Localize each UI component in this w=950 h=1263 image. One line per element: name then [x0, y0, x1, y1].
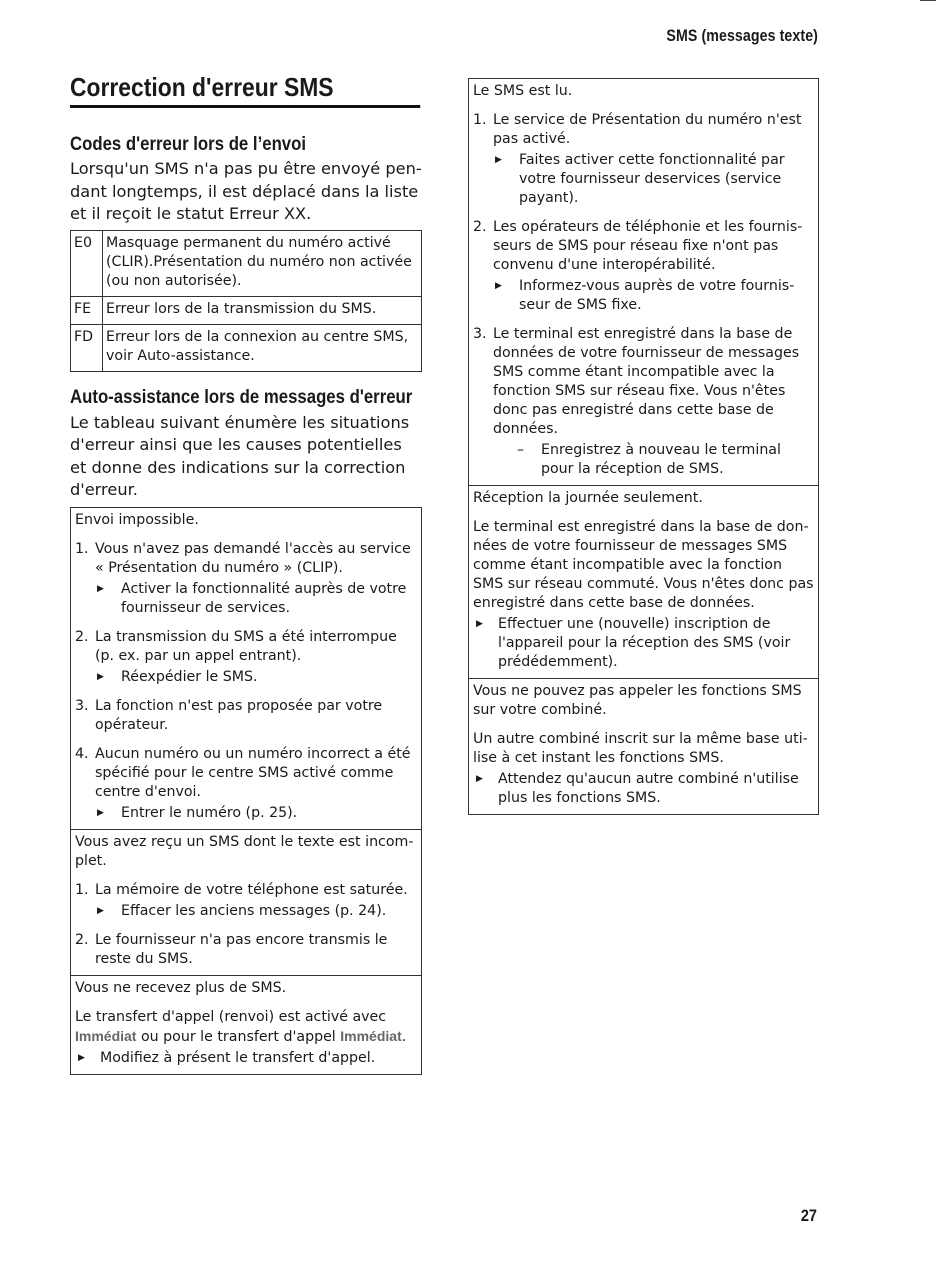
- error-description: Erreur lors de la transmission du SMS.: [103, 296, 422, 324]
- situation-title: Le SMS est lu.: [473, 83, 573, 99]
- trouble-cell: [469, 79, 818, 485]
- list-item: 1. Le service de Présentation du numéro n'est pas activé. ▶ Faites activer cette fonctionnalité par votre fournisseur deservices (service payant).: [473, 111, 815, 208]
- error-description: Masquage permanent du numéro activé (CLIR).Présentation du numéro non activée (ou non autorisée).: [103, 230, 422, 296]
- step-arrow-icon: ▶: [495, 281, 502, 291]
- list-item: 4. Aucun numéro ou un numéro incorrect a été spécifié pour le centre SMS activé comme centre d'envoi. ▶ Entrer le numéro (p. 25).: [75, 745, 418, 823]
- corner-rule: [920, 0, 936, 1]
- trouble-cell: [469, 485, 818, 678]
- send-codes-heading: Codes d'erreur lors de l’envoi: [70, 133, 307, 155]
- trouble-cell: [71, 975, 421, 1074]
- list-item: 2. Les opérateurs de téléphonie et les fournis-seurs de SMS pour réseau fixe n'ont pas convenu d'une interopérabilité. ▶ Informez-vous auprès de votre fournis-seur de SMS fixe.: [473, 218, 815, 315]
- error-code: FE: [71, 296, 103, 324]
- table-row: [71, 296, 422, 324]
- left-column: [70, 72, 422, 1075]
- list-item: 1. Vous n'avez pas demandé l'accès au service « Présentation du numéro » (CLIP). ▶ Activer la fonctionnalité auprès de votre fournisseur de services.: [75, 540, 418, 618]
- situation-cause: Le terminal est enregistré dans la base de don-nées de votre fournisseur de messages SMS comme étant incompatible avec la fonction SMS sur réseau commuté. Vous n'êtes donc pas enregistré dans cette base de données.: [473, 519, 814, 611]
- step: ▶ Effectuer une (nouvelle) inscription de l'appareil pour la réception des SMS (voir prédédemment).: [473, 615, 815, 672]
- trouble-cell: [71, 508, 421, 829]
- list-item: 1. La mémoire de votre téléphone est saturée. ▶ Effacer les anciens messages (p. 24).: [75, 881, 418, 921]
- troubleshooting-table-right: [468, 78, 819, 815]
- step-arrow-icon: ▶: [97, 807, 104, 818]
- trouble-cell: [71, 829, 421, 975]
- situation-title: Vous ne pouvez pas appeler les fonctions SMS sur votre combiné.: [473, 683, 802, 718]
- error-code: FD: [71, 324, 103, 371]
- step-arrow-icon: ▶: [476, 619, 483, 629]
- error-description: Erreur lors de la connexion au centre SMS, voir Auto-assistance.: [103, 324, 422, 371]
- list-item: 2. Le fournisseur n'a pas encore transmis le reste du SMS.: [75, 931, 388, 967]
- page-title: Correction d'erreur SMS: [70, 72, 420, 108]
- step: ▶ Modifiez à présent le transfert d'appel.: [75, 1049, 418, 1068]
- page-number: 27: [800, 1207, 817, 1225]
- situation-cause: Le transfert d'appel (renvoi) est activé avec Immédiat ou pour le transfert d'appel Immédiat.: [75, 1008, 407, 1045]
- step-arrow-icon: ▶: [495, 155, 502, 165]
- step: ▶ Réexpédier le SMS.: [97, 668, 258, 685]
- step-arrow-icon: ▶: [97, 671, 104, 682]
- situation-title: Envoi impossible.: [75, 511, 199, 528]
- menu-option-immediat: Immédiat: [75, 1027, 137, 1044]
- list-item: 3. La fonction n'est pas proposée par votre opérateur.: [75, 697, 383, 733]
- list-item: 2. La transmission du SMS a été interrompue (p. ex. par un appel entrant). ▶ Réexpédier le SMS.: [75, 628, 418, 687]
- error-code: E0: [71, 230, 103, 296]
- sub-step: – Enregistrez à nouveau le terminal pour la réception de SMS.: [517, 442, 781, 477]
- step-arrow-icon: ▶: [97, 905, 104, 916]
- send-codes-intro: Lorsqu'un SMS n'a pas pu être envoyé pen-dant longtemps, il est déplacé dans la liste et il reçoit le statut Erreur XX.: [70, 159, 422, 223]
- situation-title: Vous avez reçu un SMS dont le texte est incom-plet.: [75, 833, 414, 869]
- step: ▶ Faites activer cette fonctionnalité par votre fournisseur deservices (service payant).: [495, 152, 785, 206]
- trouble-cell: [469, 678, 818, 814]
- self-help-intro: Le tableau suivant énumère les situations d'erreur ainsi que les causes potentielles et donne des indications sur la correction d'erreur.: [70, 412, 410, 499]
- step: ▶ Activer la fonctionnalité auprès de votre fournisseur de services.: [97, 580, 407, 616]
- error-code-table: [70, 230, 422, 372]
- table-row: [71, 324, 422, 371]
- list-item: 3. Le terminal est enregistré dans la base de données de votre fournisseur de messages SMS comme étant incompatible avec la fonction SMS sur réseau fixe. Vous n'êtes donc pas enregistré dans cette base de données. – Enregistrez à nouveau le terminal pour la réception de SMS.: [473, 325, 815, 479]
- step-arrow-icon: ▶: [476, 774, 483, 784]
- right-column: [468, 78, 819, 815]
- dash-marker: –: [517, 442, 525, 458]
- table-row: [71, 230, 422, 296]
- menu-option-immediat: Immédiat: [340, 1027, 402, 1044]
- situation-title: Vous ne recevez plus de SMS.: [75, 979, 287, 996]
- step: ▶ Entrer le numéro (p. 25).: [97, 804, 298, 821]
- self-help-heading: Auto-assistance lors de messages d'erreur: [70, 385, 413, 408]
- step-arrow-icon: ▶: [78, 1052, 85, 1063]
- running-header: SMS (messages texte): [666, 27, 818, 45]
- step: ▶ Informez-vous auprès de votre fournis-seur de SMS fixe.: [495, 278, 795, 313]
- step-arrow-icon: ▶: [97, 583, 104, 594]
- step: ▶ Effacer les anciens messages (p. 24).: [97, 902, 387, 919]
- situation-cause: Un autre combiné inscrit sur la même base uti-lise à cet instant les fonctions SMS.: [473, 731, 808, 766]
- step: ▶ Attendez qu'aucun autre combiné n'utilise plus les fonctions SMS.: [473, 770, 815, 808]
- troubleshooting-table-left: [70, 507, 422, 1075]
- situation-title: Réception la journée seulement.: [473, 490, 703, 506]
